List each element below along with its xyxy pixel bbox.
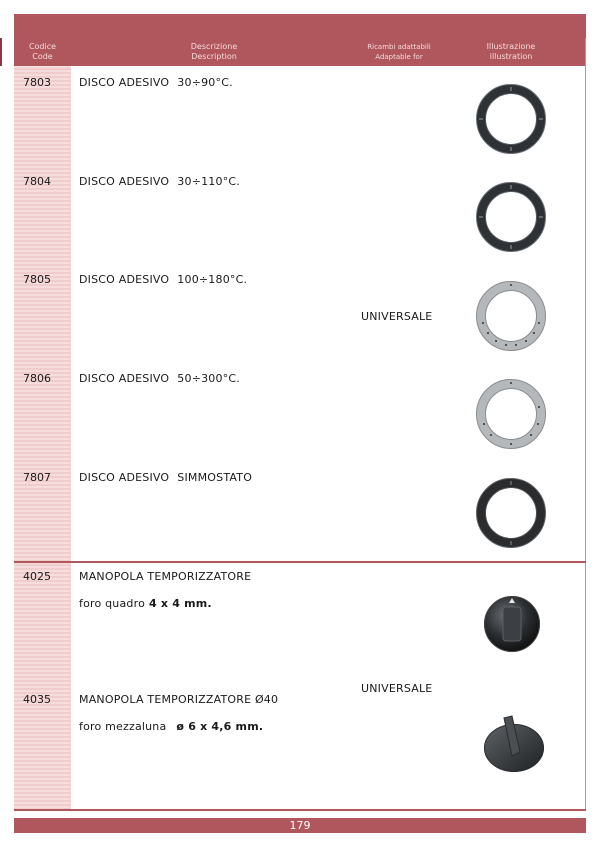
top-band [14, 14, 586, 38]
timer-knob-handle-icon [482, 712, 546, 774]
header-code: Codice Code [28, 42, 57, 61]
item-code: 7807 [23, 471, 51, 484]
header-description: Descrizione Description [190, 42, 238, 61]
black-dial-ring-icon [476, 478, 546, 548]
grey-dial-ring-icon [476, 281, 546, 351]
item-code: 7805 [23, 273, 51, 286]
item-description: DISCO ADESIVO 100÷180°C. [79, 273, 248, 286]
item-description: MANOPOLA TEMPORIZZATORE Ø40 [79, 693, 279, 706]
item-code: 4025 [23, 570, 51, 583]
item-detail: foro mezzaluna ø 6 x 4,6 mm. [79, 720, 264, 733]
item-description: DISCO ADESIVO 30÷90°C. [79, 76, 233, 89]
item-code: 7803 [23, 76, 51, 89]
item-description: DISCO ADESIVO 50÷300°C. [79, 372, 240, 385]
black-dial-ring-icon [476, 84, 546, 154]
black-dial-ring-icon [476, 182, 546, 252]
item-description: DISCO ADESIVO SIMMOSTATO [79, 471, 253, 484]
timer-knob-icon [482, 594, 542, 654]
table-bottom-rule [14, 809, 586, 811]
item-detail: foro quadro 4 x 4 mm. [79, 597, 212, 610]
item-description: MANOPOLA TEMPORIZZATORE [79, 570, 252, 583]
adaptable-label: UNIVERSALE [361, 310, 433, 323]
item-code: 7806 [23, 372, 51, 385]
table-header [14, 38, 586, 66]
item-description: DISCO ADESIVO 30÷110°C. [79, 175, 240, 188]
item-code: 4035 [23, 693, 51, 706]
group-separator [14, 561, 586, 563]
header-adaptable: Ricambi adattabili Adaptable for [367, 43, 431, 61]
left-edge-mark [0, 38, 2, 66]
grey-dial-ring-icon [476, 379, 546, 449]
page-number: 179 [289, 819, 311, 832]
right-border [585, 38, 586, 810]
header-illustration: Illustrazione illustration [486, 42, 536, 61]
item-code: 7804 [23, 175, 51, 188]
adaptable-label: UNIVERSALE [361, 682, 433, 695]
